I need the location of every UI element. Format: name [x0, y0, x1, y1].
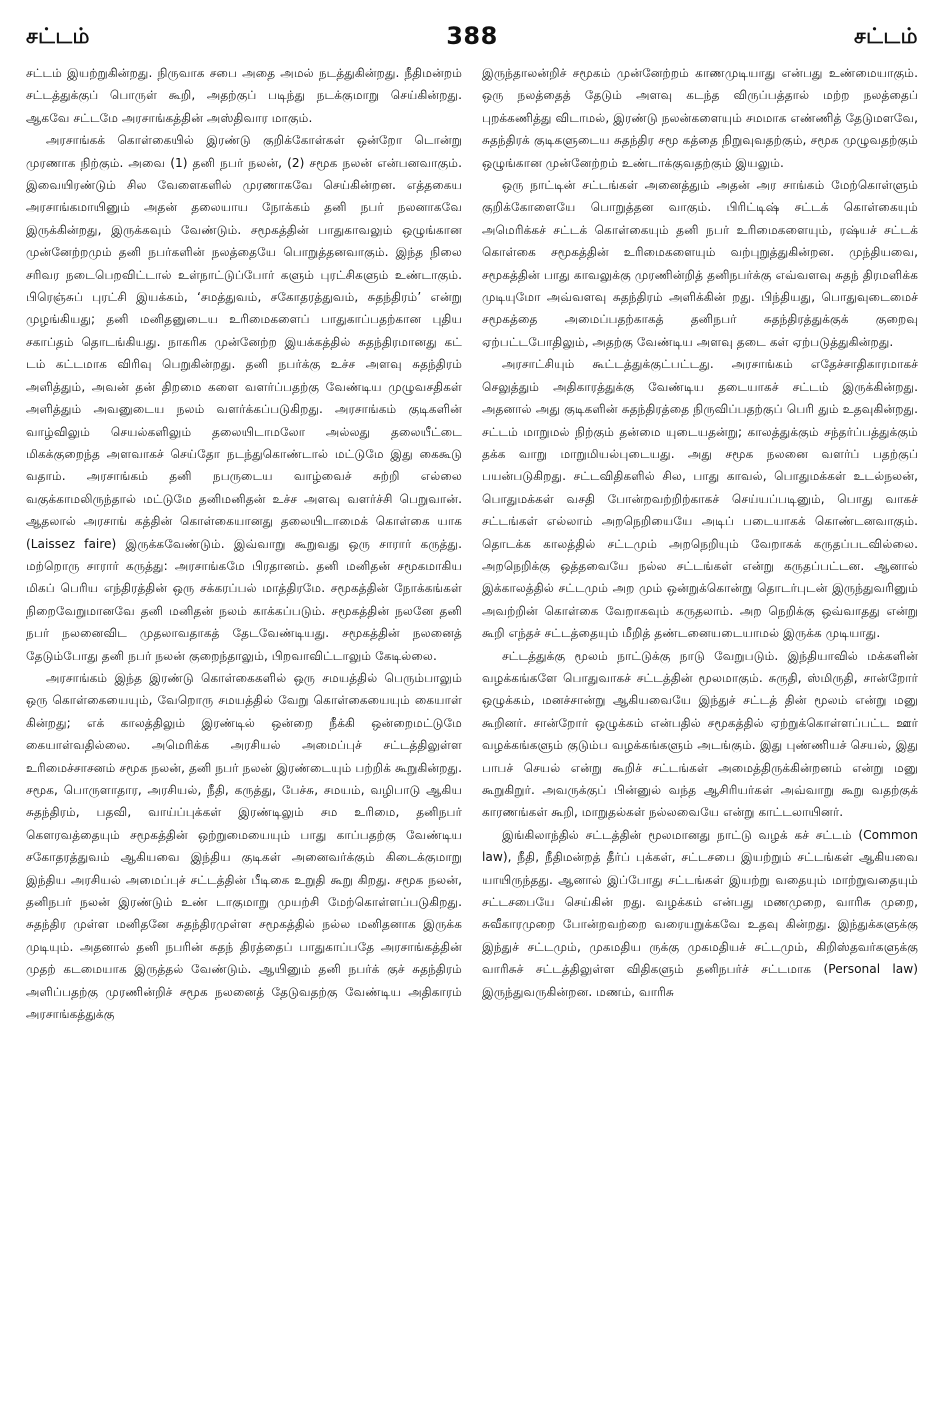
- paragraph: சட்டம் இயற்றுகின்றது. நிருவாக சபை அதை அமல் நடத்துகின்றது. நீதிமன்றம் சட்டத்துக்குப் பொருள் கூறி, அதற்குப் படிந்து நடக்குமாறு செய்கின்றது. ஆகவே சட்டமே அரசாங்கத்தின் அஸ்திவார மாகும்.: [26, 66, 462, 125]
- paragraph: ஒரு நாட்டின் சட்டங்கள் அனைத்தும் அதன் அர சாங்கம் மேற்கொள்ளும் குறிக்கோளையே பொறுத்தன வாகும். பிரிட்டிஷ் சட்டக் கொள்கையும் அமெரிக்கச் சட்டக் கொள்கையும் தனி நபர் உரிமைகளையும், ரஷ்யச் சட்டக் கொள்கை சமூகத்தின் உரிமைகளையும் வற்புறுத்துகின்றன. முந்தியவை, சமூகத்தின் பாது காவலுக்கு முரணின்றித் தனிநபர்க்கு எவ்வளவு சுதந் திரமளிக்க முடியுமோ அவ்வளவு சுதந்திரம் அளிக்கின் றது. பிந்தியது, பொதுவுடைமைச் சமூகத்தை அமைப்பதற்காகத் தனிநபர் சுதந்திரத்துக்குக் குறைவு ஏற்பட்டபோதிலும், அதற்கு வேண்டிய அளவு தடை கள் ஏற்படுத்துகின்றது.: [482, 178, 918, 349]
- left-column: [26, 62, 462, 1025]
- right-column: [482, 62, 918, 1025]
- paragraph: அரசாங்கக் கொள்கையில் இரண்டு குறிக்கோள்கள் ஒன்றோ டொன்று முரணாக நிற்கும். அவை (1) தனி நபர் நலன், (2) சமூக நலன் என்பனவாகும். இவையிரண்டும் சில வேளைகளில் முரணாகவே செய்கின்றன. எத்தகைய அரசாங்கமாயினும் அதன் தலையாய நோக்கம் தனி நபர் நலனாகவே இருக்கின்றது, இருக்கவும் வேண்டும். சமூகத்தின் பாதுகாவலும் ஒழுங்கான முன்னேற்றமும் தனி நபர்களின் நலத்தையே பொறுத்தனவாகும். இந்த நிலை சரிவர நடைபெறவிட்டால் உள்நாட்டுப்போர் களும் புரட்சிகளும் உண்டாகும். பிரெஞ்சுப் புரட்சி இயக்கம், ‘சமத்துவம், சகோதரத்துவம், சுதந்திரம்’ என்று முழங்கியது; தனி மனிதனுடைய உரிமைகளைப் பாதுகாப்பதற்கான புதிய சகாப்தம் தொடங்கியது. நாகரிக முன்னேற்ற இயக்கத்தில் சுதந்திரமானது கட் டம் கட்டமாக விரிவு பெறுகின்றது. தனி நபர்க்கு உச்ச அளவு சுதந்திரம் அளித்தும், அவன் தன் திறமை களை வளர்ப்பதற்கு வேண்டிய முழுவசதிகள் அளித்தும் அவனுடைய நலம் வளர்க்கப்படுகிறது. அரசாங்கம் குடிகளின் வாழ்விலும் செயல்களிலும் தலையிடாமலோ அல்லது தலையீட்டை மிகக்குறைந்த அளவாகச் செய்தோ நடந்துகொண்டால் மட்டுமே இது கைகூடு வதாம். அரசாங்கம் தனி நபருடைய வாழ்வைச் சுற்றி எல்லை வகுக்காமலிருந்தால் மட்டுமே தனிமனிதன் உச்ச அளவு வளர்ச்சி பெறுவான். ஆதலால் அரசாங் கத்தின் கொள்கையானது தலையிடாமைக் கொள்கை யாக (Laissez faire) இருக்கவேண்டும். இவ்வாறு கூறுவது ஒரு சாரார் கருத்து. மற்றொரு சாரார் கருத்து: அரசாங்கமே பிரதானம். தனி மனிதன் சமூகமாகிய மிகப் பெரிய எந்திரத்தின் ஒரு சக்கரப்பல் மாத்திரமே. சமூகத்தின் நோக்கங்கள் நிறைவேறுமானவே தனி மனிதன் நலம் காக்கப்படும். சமூகத்தின் நலனே தனி நபர் நலனைவிட முதலாவதாகத் தேடவேண்டியது. சமூகத்தின் நலனைத் தேடும்போது தனி நபர் நலன் குறைந்தாலும், பிறவாவிட்டாலும் கேடில்லை.: [26, 133, 462, 663]
- header-right-title: சட்டம்: [854, 24, 918, 48]
- paragraph: அரசாட்சியும் கூட்டத்துக்குட்பட்டது. அரசாங்கம் எதேச்சாதிகாரமாகச் செலுத்தும் அதிகாரத்துக்கு வேண்டிய தடையாகச் சட்டம் இருக்கின்றது. அதனால் அது குடிகளின் சுதந்திரத்தை நிருவிப்பதற்குப் பெரி தும் உதவுகின்றது. சட்டம் மாறுமல் நிற்கும் தன்மை யுடையதன்று; காலத்துக்கும் சந்தர்ப்பத்துக்கும் தக்க வாறு மாறுமியல்புடையது. அது சமூக நலனை வளர்ப் பதற்குப் பயன்படுகிறது. சட்டவிதிகளில் சில, பாது காவல், பொதுமக்கள் உடல்நலன், பொதுமக்கள் வசதி போன்றவற்றிற்காகச் செய்யப்படினும், பொது வாகச் சட்டங்கள் எல்லாம் அறநெறியையே அடிப் படையாகக் கொண்டனவாகும். தொடக்க காலத்தில் சட்டமும் அறநெறியும் வேறாகக் கருதப்படவில்லை. அறநெறிக்கு ஒத்தவையே நல்ல சட்டங்கள் என்று கருதப்பட்டன. ஆனால் இக்காலத்தில் சட்டமும் அற மும் ஒன்றுக்கொன்று தொடர்புடன் இருந்துவரினும் அவற்றின் கொள்கை வேறாகவும் கருதலாம். அற நெறிக்கு ஒவ்வாதது என்று கூறி எந்தச் சட்டத்தையும் மீறித் தண்டனையடையாமல் இருக்க முடியாது.: [482, 357, 918, 641]
- paragraph: சட்டத்துக்கு மூலம் நாட்டுக்கு நாடு வேறுபடும். இந்தியாவில் மக்களின் வழக்கங்களே பொதுவாகச் சட்டத்தின் மூலமாகும். சுருதி, ஸ்மிருதி, சான்றோர் ஒழுக்கம், மனச்சான்று ஆகியவையே இந்துச் சட்டத் தின் மூலம் என்று மனு கூறினர். சான்றோர் ஒழுக்கம் என்பதில் சமூகத்தில் ஏற்றுக்கொள்ளப்பட்ட ஊர் வழக்கங்களும் குடும்ப வழக்கங்களும் அடங்கும். இது புண்ணியச் செயல், இது பாபச் செயல் என்று கூறிச் சட்டங்கள் அமைத்திருக்கின்றனம் என்று மனு கூறுகிறுர். அவருக்குப் பின்னுல் வந்த ஆசிரியர்கள் அவ்வாறு கூறு வதற்குக் காரணங்கள் கூறி, மாறுதல்கள் நல்லவையே என்று காட்டலாயினர்.: [482, 648, 918, 820]
- running-header: [26, 0, 918, 62]
- paragraph: இங்கிலாந்தில் சட்டத்தின் மூலமானது நாட்டு வழக் கச் சட்டம் (Common law), நீதி, நீதிமன்றத் தீர்ப் புக்கள், சட்டசபை இயற்றும் சட்டங்கள் ஆகியவை யாயிருந்தது. ஆனால் இப்போது சட்டங்கள் இயற்று வதையும் மாற்றுவதையும் சட்டசபையே செய்கின் றது. வழக்கம் என்பது மணமுறை, வாரிசு முறை, சுவீகாரமுறை போன்றவற்றை வரையறுக்கவே உதவு கின்றது. இந்துக்களுக்கு இந்துச் சட்டமும், முகமதிய ருக்கு முகமதியச் சட்டமும், கிறிஸ்தவர்களுக்கு வாரிசுச் சட்டத்திலுள்ள விதிகளும் தனிநபர்ச் சட்டமாக (Personal law) இருந்துவருகின்றன. மணம், வாரிசு: [482, 827, 918, 999]
- header-left-title: சட்டம்: [26, 24, 90, 48]
- paragraph: அரசாங்கம் இந்த இரண்டு கொள்கைகளில் ஒரு சமயத்தில் பெரும்பாலும் ஒரு கொள்கையையும், வேறொரு சமயத்தில் வேறு கொள்கையையும் கையாள் கின்றது; எக் காலத்திலும் இரண்டில் ஒன்றை நீக்கி ஒன்றைமட்டுமே கையாள்வதில்லை. அமெரிக்க அரசியல் அமைப்புச் சட்டத்திலுள்ள உரிமைச்சாசனம் சமூக நலன், தனி நபர் நலன் இரண்டையும் பற்றிக் கூறுகின்றது. சமூக, பொருளாதார, அரசியல், நீதி, கருத்து, பேச்சு, சமயம், வழிபாடு ஆகிய சுதந்திரம், பதவி, வாய்ப்புக்கள் இரண்டிலும் சம உரிமை, தனிநபர் கௌரவத்தையும் சமூகத்தின் ஒற்றுமையையும் பாது காப்பதற்கு வேண்டிய சகோதரத்துவம் ஆகியவை இந்திய குடிகள் அனைவர்க்கும் கிடைக்குமாறு இந்திய அரசியல் அமைப்புச் சட்டத்தின் பீடிகை உறுதி கூறு கிறது. சமூக நலன், தனிநபர் நலன் இரண்டும் உண் டாகுமாறு முயற்சி மேற்கொள்ளப்படுகிறது. சுதந்திர முள்ள மனிதனே சுதந்திரமுள்ள சமூகத்தில் நல்ல மனிதனாக இருக்க முடியும். அதனால் தனி நபரின் சுதந் திரத்தைப் பாதுகாப்பதே அரசாங்கத்தின் முதற் கடமையாக இருத்தல் வேண்டும். ஆயினும் தனி நபர்க் குச் சுதந்திரம் அளிப்பதற்கு முரணின்றிச் சமூக நலனைத் தேடுவதற்கு வேண்டிய அதிகாரம் அரசாங்கத்துக்கு: [26, 670, 462, 1022]
- paragraph: இருந்தாலன்றிச் சமூகம் முன்னேற்றம் காணமுடியாது என்பது உண்மையாகும். ஒரு நலத்தைத் தேடும் அளவு கடந்த விருப்பத்தால் மற்ற நலத்தைப் புறக்கணித்து விடாமல், இரண்டு நலன்களையும் சமமாக எண்ணித் தேடுமளவே, சுதந்திரக் குடிகளுடைய சுதந்திர சமூ கத்தை நிறுவுவதற்கும், சமூக முழுவதற்கும் ஒழுங்கான முன்னேற்றம் உண்டாக்குவதற்கும் இயலும்.: [482, 66, 918, 170]
- page-number: 388: [446, 22, 498, 50]
- text-columns: [26, 62, 918, 1025]
